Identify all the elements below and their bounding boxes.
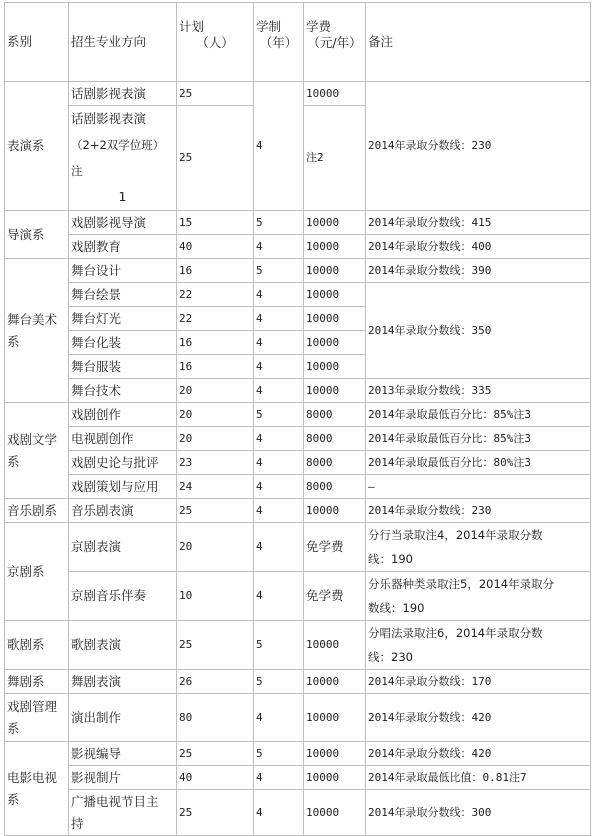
fee-cell: 10000 <box>304 499 366 523</box>
table-row <box>5 427 591 451</box>
years-cell: 4 <box>254 355 304 379</box>
plan-cell: 16 <box>177 259 254 283</box>
note-line: 分唱法录取注6，2014年录取分数 <box>368 626 543 640</box>
major-cell: 舞台化装 <box>69 331 177 355</box>
plan-cell: 24 <box>177 475 254 499</box>
note-cell: 2014年录取分数线：400 <box>366 235 591 259</box>
fee-cell: 10000 <box>304 307 366 331</box>
fee-cell: 10000 <box>304 742 366 766</box>
header-years-label: 学制 <box>256 19 282 34</box>
dept-line: 电影电视 <box>7 769 58 785</box>
plan-cell: 15 <box>177 211 254 235</box>
note-cell: 2014年录取分数线：170 <box>366 670 591 694</box>
years-cell: 5 <box>254 670 304 694</box>
major-cell: 舞台灯光 <box>69 307 177 331</box>
major-cell: 演出制作 <box>69 694 177 742</box>
admissions-table <box>4 2 591 836</box>
table-row <box>5 499 591 523</box>
dept-cell: 戏剧文学系 <box>5 403 69 499</box>
note-cell: — <box>366 475 591 499</box>
years-cell: 5 <box>254 621 304 670</box>
header-fee-label: 学费 <box>306 19 332 34</box>
dept-cell <box>5 694 69 742</box>
fee-cell: 10000 <box>304 766 366 790</box>
major-cell <box>69 106 177 211</box>
years-cell: 4 <box>254 82 304 211</box>
fee-cell: 免学费 <box>304 572 366 621</box>
header-fee <box>304 3 366 82</box>
fee-cell: 8000 <box>304 475 366 499</box>
note-cell: 2014年录取最低百分比：85%注3 <box>366 427 591 451</box>
major-line: （2+2双学位班）注 <box>71 138 165 178</box>
major-cell: 京剧表演 <box>69 523 177 572</box>
note-line: 线：190 <box>368 552 413 566</box>
plan-cell: 80 <box>177 694 254 742</box>
fee-cell: 10000 <box>304 670 366 694</box>
major-cell: 舞台绘景 <box>69 283 177 307</box>
dept-cell: 表演系 <box>5 82 69 211</box>
fee-cell: 10000 <box>304 621 366 670</box>
years-cell: 5 <box>254 403 304 427</box>
table-row <box>5 742 591 766</box>
fee-cell: 10000 <box>304 355 366 379</box>
note-line: 分行当录取注4，2014年录取分数 <box>368 528 543 542</box>
plan-cell: 25 <box>177 499 254 523</box>
fee-cell: 10000 <box>304 211 366 235</box>
plan-cell: 25 <box>177 82 254 106</box>
plan-cell: 16 <box>177 355 254 379</box>
dept-cell: 导演系 <box>5 211 69 259</box>
note-cell: 2014年录取分数线：420 <box>366 742 591 766</box>
major-cell: 音乐剧表演 <box>69 499 177 523</box>
plan-cell: 20 <box>177 379 254 403</box>
dept-cell: 舞剧系 <box>5 670 69 694</box>
major-cell: 舞剧表演 <box>69 670 177 694</box>
note-cell: 2014年录取最低百分比：85%注3 <box>366 403 591 427</box>
plan-cell: 20 <box>177 427 254 451</box>
note-cell: 2014年录取分数线：300 <box>366 790 591 836</box>
header-years <box>254 3 304 82</box>
major-line: 广播电视节目主 <box>71 793 159 809</box>
header-note: 备注 <box>366 3 591 82</box>
dept-cell <box>5 742 69 836</box>
years-cell: 5 <box>254 211 304 235</box>
note-cell: 2014年录取分数线：230 <box>366 82 591 211</box>
header-years-unit: （年） <box>259 35 298 50</box>
fee-cell: 10000 <box>304 259 366 283</box>
years-cell: 4 <box>254 572 304 621</box>
table-row <box>5 82 591 106</box>
table-row <box>5 211 591 235</box>
table-row <box>5 694 591 742</box>
years-cell: 5 <box>254 742 304 766</box>
fee-cell: 10000 <box>304 790 366 836</box>
years-cell: 4 <box>254 499 304 523</box>
plan-cell: 22 <box>177 283 254 307</box>
header-plan <box>177 3 254 82</box>
major-cell: 话剧影视表演 <box>69 82 177 106</box>
major-cell: 戏剧教育 <box>69 235 177 259</box>
major-cell: 戏剧策划与应用 <box>69 475 177 499</box>
years-cell: 4 <box>254 307 304 331</box>
plan-cell: 40 <box>177 235 254 259</box>
major-cell: 戏剧影视导演 <box>69 211 177 235</box>
plan-cell: 22 <box>177 307 254 331</box>
dept-cell: 音乐剧系 <box>5 499 69 523</box>
note-cell <box>366 572 591 621</box>
dept-cell: 歌剧系 <box>5 621 69 670</box>
major-cell: 影视制片 <box>69 766 177 790</box>
note-cell: 2014年录取分数线：415 <box>366 211 591 235</box>
note-line: 线：230 <box>368 650 413 664</box>
note-line: 分乐器种类录取注5，2014年录取分 <box>368 577 555 591</box>
header-major: 招生专业方向 <box>69 3 177 82</box>
fee-cell: 8000 <box>304 427 366 451</box>
table-row <box>5 790 591 836</box>
note-cell <box>366 621 591 670</box>
major-cell: 戏剧创作 <box>69 403 177 427</box>
fee-cell: 免学费 <box>304 523 366 572</box>
plan-cell: 26 <box>177 670 254 694</box>
fee-cell: 8000 <box>304 403 366 427</box>
major-cell <box>69 790 177 836</box>
major-cell: 电视剧创作 <box>69 427 177 451</box>
major-line: 持 <box>71 815 84 831</box>
fee-cell: 注2 <box>304 106 366 211</box>
dept-line: 系 <box>7 720 20 736</box>
fee-cell: 10000 <box>304 379 366 403</box>
fee-cell: 10000 <box>304 235 366 259</box>
note-cell: 2014年录取最低比值：0.81注7 <box>366 766 591 790</box>
years-cell: 4 <box>254 475 304 499</box>
table-row <box>5 475 591 499</box>
years-cell: 4 <box>254 235 304 259</box>
major-cell: 戏剧史论与批评 <box>69 451 177 475</box>
plan-cell: 25 <box>177 621 254 670</box>
major-cell: 舞台服装 <box>69 355 177 379</box>
note-cell: 2014年录取分数线：230 <box>366 499 591 523</box>
years-cell: 4 <box>254 379 304 403</box>
fee-cell: 10000 <box>304 694 366 742</box>
fee-cell: 10000 <box>304 331 366 355</box>
major-cell: 京剧音乐伴奏 <box>69 572 177 621</box>
fee-cell: 10000 <box>304 283 366 307</box>
table-row <box>5 572 591 621</box>
table-row <box>5 523 591 572</box>
fee-cell: 8000 <box>304 451 366 475</box>
note-line: 数线：190 <box>368 601 425 615</box>
table-row <box>5 379 591 403</box>
plan-cell: 25 <box>177 106 254 211</box>
plan-cell: 25 <box>177 790 254 836</box>
major-line: 1 <box>118 189 127 204</box>
table-row <box>5 235 591 259</box>
note-cell: 2013年录取分数线：335 <box>366 379 591 403</box>
dept-line: 系 <box>7 791 20 807</box>
plan-cell: 40 <box>177 766 254 790</box>
note-cell <box>366 523 591 572</box>
years-cell: 4 <box>254 694 304 742</box>
years-cell: 4 <box>254 790 304 836</box>
fee-cell: 10000 <box>304 82 366 106</box>
note-cell: 2014年录取分数线：350 <box>366 283 591 379</box>
header-fee-unit: （元/年） <box>307 35 362 50</box>
note-cell: 2014年录取分数线：420 <box>366 694 591 742</box>
header-dept: 系别 <box>5 3 69 82</box>
header-plan-unit: （人） <box>196 35 234 50</box>
table-row <box>5 451 591 475</box>
table-row <box>5 283 591 307</box>
years-cell: 4 <box>254 283 304 307</box>
plan-cell: 23 <box>177 451 254 475</box>
plan-cell: 20 <box>177 523 254 572</box>
major-cell: 舞台设计 <box>69 259 177 283</box>
dept-cell: 京剧系 <box>5 523 69 621</box>
years-cell: 4 <box>254 766 304 790</box>
major-cell: 影视编导 <box>69 742 177 766</box>
plan-cell: 10 <box>177 572 254 621</box>
dept-line: 戏剧管理 <box>7 698 58 714</box>
years-cell: 5 <box>254 259 304 283</box>
table-row <box>5 670 591 694</box>
table-row <box>5 403 591 427</box>
major-cell: 歌剧表演 <box>69 621 177 670</box>
dept-cell: 舞台美术系 <box>5 259 69 403</box>
note-cell: 2014年录取分数线：390 <box>366 259 591 283</box>
major-cell: 舞台技术 <box>69 379 177 403</box>
plan-cell: 25 <box>177 742 254 766</box>
years-cell: 4 <box>254 451 304 475</box>
major-line: 话剧影视表演 <box>71 111 147 126</box>
plan-cell: 20 <box>177 403 254 427</box>
table-row <box>5 766 591 790</box>
years-cell: 4 <box>254 523 304 572</box>
table-row <box>5 621 591 670</box>
table-row <box>5 259 591 283</box>
plan-cell: 16 <box>177 331 254 355</box>
note-cell: 2014年录取最低百分比：80%注3 <box>366 451 591 475</box>
years-cell: 4 <box>254 427 304 451</box>
years-cell: 4 <box>254 331 304 355</box>
header-row <box>5 3 591 82</box>
header-plan-label: 计划 <box>179 19 205 34</box>
